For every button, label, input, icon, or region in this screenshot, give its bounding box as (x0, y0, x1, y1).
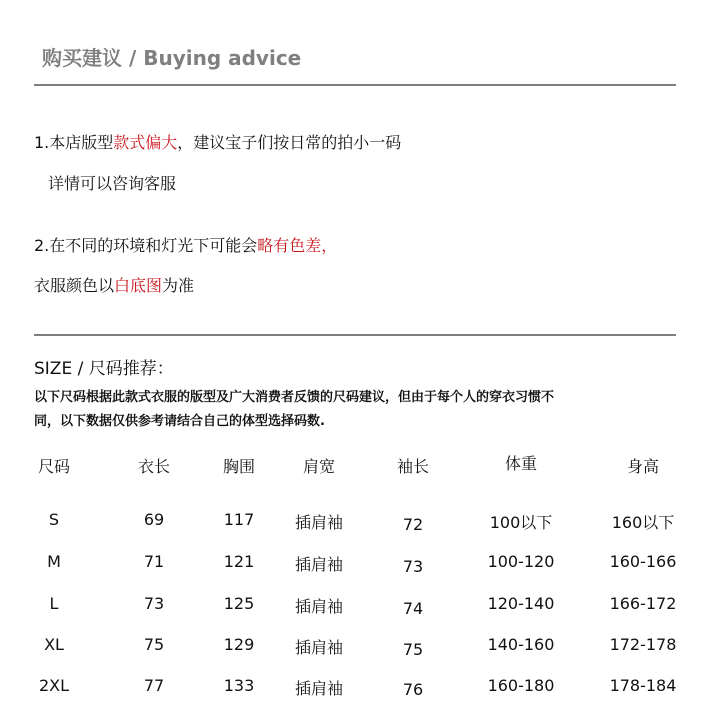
table-cell: 插肩袖 (294, 638, 343, 657)
advice-2-line2-prefix: 衣服颜色以 (34, 276, 115, 295)
table-cell: 72 (402, 515, 424, 534)
size-desc-line-2: 同，以下数据仅供参考请结合自己的体型选择码数. (34, 414, 325, 429)
table-cell: 77 (143, 676, 165, 695)
header-shoulder: 肩宽 (302, 457, 335, 476)
table-cell: 160以下 (611, 513, 675, 532)
middle-divider (34, 334, 676, 336)
header-sleeve: 袖长 (396, 457, 429, 476)
advice-1-prefix: 1.本店版型 (34, 133, 114, 152)
table-cell: 140-160 (487, 635, 555, 654)
table-cell: 插肩袖 (294, 597, 343, 616)
advice-2-prefix: 2.在不同的环境和灯光下可能会 (34, 236, 258, 255)
table-cell: 172-178 (609, 635, 677, 654)
advice-1-suffix: ，建议宝子们按日常的拍小一码 (177, 133, 402, 152)
advice-2-line2-highlight: 白底图 (114, 276, 163, 295)
header-size: 尺码 (37, 457, 70, 476)
table-cell: S (48, 510, 60, 529)
table-cell: M (47, 552, 61, 571)
table-cell: 2XL (38, 676, 70, 695)
header-weight: 体重 (504, 454, 537, 473)
table-cell: 73 (143, 594, 165, 613)
advice-1-highlight: 款式偏大 (113, 133, 178, 152)
advice-item-1 (34, 130, 401, 153)
table-cell: 69 (143, 510, 165, 529)
table-cell: 133 (223, 676, 255, 695)
table-cell: 73 (402, 557, 424, 576)
table-cell: L (49, 594, 59, 613)
table-cell: 125 (223, 594, 255, 613)
size-section-title: SIZE / 尺码推荐： (34, 359, 174, 379)
table-cell: 129 (223, 635, 255, 654)
table-cell: 插肩袖 (294, 555, 343, 574)
table-cell: 100以下 (489, 513, 553, 532)
header-chest: 胸围 (222, 457, 255, 476)
top-divider (34, 84, 676, 86)
table-cell: 117 (223, 510, 255, 529)
table-cell: 75 (402, 640, 424, 659)
table-cell: 插肩袖 (294, 513, 343, 532)
table-cell: 120-140 (487, 594, 555, 613)
advice-2-highlight: 略有色差， (257, 236, 338, 255)
table-cell: 插肩袖 (294, 679, 343, 698)
table-cell: 74 (402, 599, 424, 618)
table-cell: 71 (143, 552, 165, 571)
page-title: 购买建议 / Buying advice (42, 46, 302, 70)
advice-item-2-line2 (34, 273, 194, 296)
table-cell: 160-166 (609, 552, 677, 571)
header-length: 衣长 (137, 457, 170, 476)
table-cell: 166-172 (609, 594, 677, 613)
table-cell: XL (44, 635, 64, 654)
table-cell: 178-184 (609, 676, 677, 695)
advice-2-line2-suffix: 为准 (162, 276, 195, 295)
table-cell: 75 (143, 635, 165, 654)
table-cell: 76 (402, 680, 424, 699)
table-cell: 121 (223, 552, 255, 571)
advice-1-detail: 详情可以咨询客服 (48, 174, 177, 193)
header-height: 身高 (626, 457, 659, 476)
size-desc-line-1: 以下尺码根据此款式衣服的版型及广大消费者反馈的尺码建议，但由于每个人的穿衣习惯不 (34, 390, 555, 405)
table-cell: 100-120 (487, 552, 555, 571)
advice-item-2 (34, 233, 337, 256)
table-cell: 160-180 (487, 676, 555, 695)
